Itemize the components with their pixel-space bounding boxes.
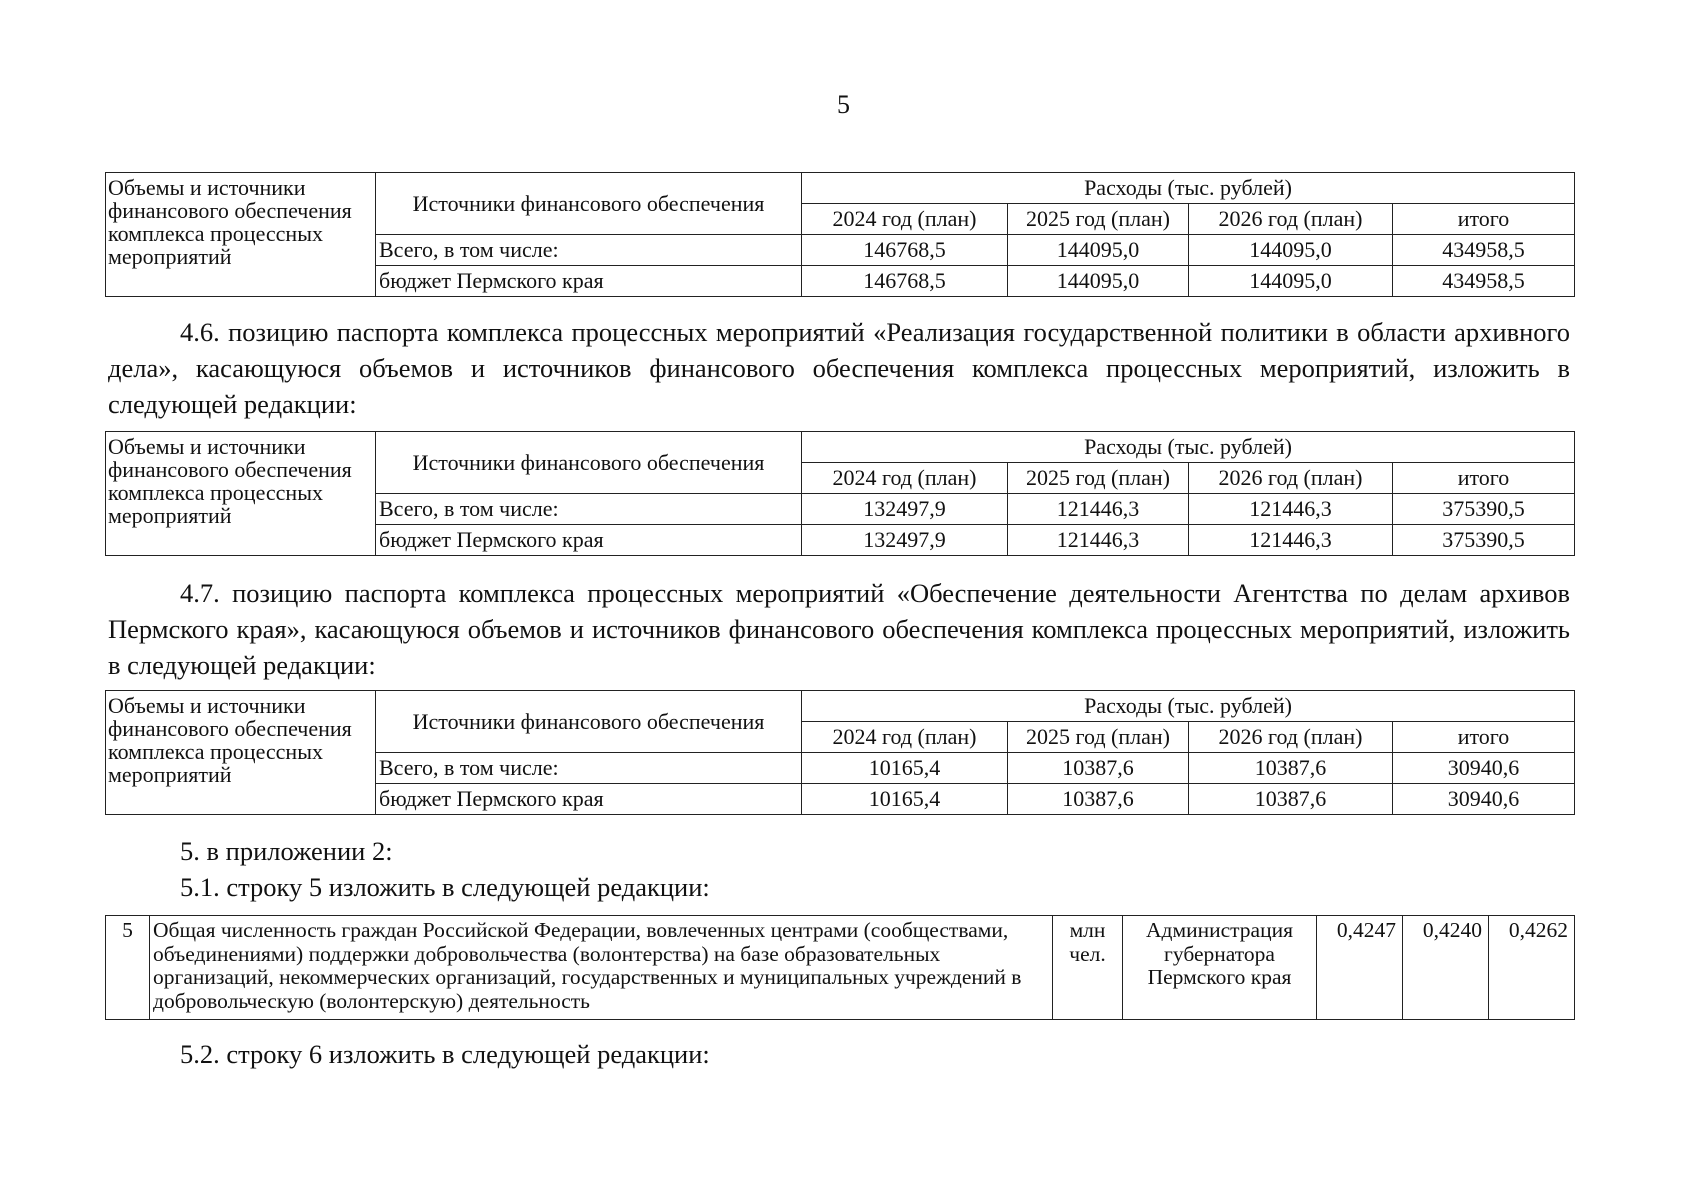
column-header: 2025 год (план) (1008, 463, 1189, 494)
cell-value: 132497,9 (802, 525, 1008, 556)
indicator-table (105, 915, 1575, 1020)
row-name: бюджет Пермского края (376, 525, 802, 556)
cell-value: 434958,5 (1393, 266, 1575, 297)
table-label: Объемы и источники финансового обеспечения комплекса процессных мероприятий (106, 173, 376, 297)
table-label: Объемы и источники финансового обеспечения комплекса процессных мероприятий (106, 432, 376, 556)
unit-of-measure: млн чел. (1053, 916, 1123, 1020)
sources-header: Источники финансового обеспечения (376, 691, 802, 753)
column-header: 2025 год (план) (1008, 204, 1189, 235)
cell-value: 10387,6 (1189, 753, 1393, 784)
cell-value: 121446,3 (1008, 525, 1189, 556)
column-header: 2025 год (план) (1008, 722, 1189, 753)
cell-value: 144095,0 (1189, 266, 1393, 297)
cell-value: 375390,5 (1393, 494, 1575, 525)
cell-value: 121446,3 (1008, 494, 1189, 525)
cell-value: 30940,6 (1393, 784, 1575, 815)
column-header: 2026 год (план) (1189, 204, 1393, 235)
expenses-header: Расходы (тыс. рублей) (802, 691, 1575, 722)
cell-value: 144095,0 (1008, 266, 1189, 297)
responsible-body: Администрация губернатора Пермского края (1123, 916, 1317, 1020)
cell-value: 121446,3 (1189, 494, 1393, 525)
cell-value: 146768,5 (802, 266, 1008, 297)
cell-value: 121446,3 (1189, 525, 1393, 556)
row-name: бюджет Пермского края (376, 784, 802, 815)
cell-value: 30940,6 (1393, 753, 1575, 784)
row-name: Всего, в том числе: (376, 753, 802, 784)
financing-table-2 (105, 431, 1575, 556)
paragraph-5-1: 5.1. строку 5 изложить в следующей редакции: (180, 872, 710, 902)
cell-value: 375390,5 (1393, 525, 1575, 556)
cell-value: 132497,9 (802, 494, 1008, 525)
column-header: итого (1393, 204, 1575, 235)
financing-table-3 (105, 690, 1575, 815)
cell-value: 434958,5 (1393, 235, 1575, 266)
cell-value: 146768,5 (802, 235, 1008, 266)
column-header: 2024 год (план) (802, 722, 1008, 753)
paragraph-4-7: 4.7. позицию паспорта комплекса процессных мероприятий «Обеспечение деятельности Агентства по делам архивов Пермского края», касающуюся объемов и источников финансового обеспечения комплекса процессных мероприятий, изложить в следующей редакции: (108, 578, 1570, 680)
financing-table-1 (105, 172, 1575, 297)
column-header: 2024 год (план) (802, 463, 1008, 494)
paragraph-5-2: 5.2. строку 6 изложить в следующей редакции: (180, 1039, 710, 1069)
page-number: 5 (837, 90, 850, 119)
indicator-value: 0,4240 (1403, 916, 1489, 1020)
cell-value: 10387,6 (1008, 784, 1189, 815)
column-header: 2026 год (план) (1189, 463, 1393, 494)
cell-value: 10387,6 (1008, 753, 1189, 784)
indicator-value: 0,4247 (1317, 916, 1403, 1020)
paragraph-5: 5. в приложении 2: (180, 836, 393, 866)
sources-header: Источники финансового обеспечения (376, 173, 802, 235)
indicator-value: 0,4262 (1489, 916, 1575, 1020)
column-header: итого (1393, 463, 1575, 494)
row-name: Всего, в том числе: (376, 494, 802, 525)
expenses-header: Расходы (тыс. рублей) (802, 432, 1575, 463)
row-name: бюджет Пермского края (376, 266, 802, 297)
cell-value: 10387,6 (1189, 784, 1393, 815)
sources-header: Источники финансового обеспечения (376, 432, 802, 494)
column-header: итого (1393, 722, 1575, 753)
cell-value: 144095,0 (1008, 235, 1189, 266)
cell-value: 10165,4 (802, 753, 1008, 784)
indicator-description: Общая численность граждан Российской Федерации, вовлеченных центрами (сообществами, объединениями) поддержки добровольчества (волонтерства) на базе образовательных организаций, некоммерческих организаций, государственных и муниципальных учреждений в добровольческую (волонтерскую) деятельность (150, 916, 1053, 1020)
column-header: 2026 год (план) (1189, 722, 1393, 753)
cell-value: 10165,4 (802, 784, 1008, 815)
row-number: 5 (106, 916, 150, 1020)
table-label: Объемы и источники финансового обеспечения комплекса процессных мероприятий (106, 691, 376, 815)
row-name: Всего, в том числе: (376, 235, 802, 266)
column-header: 2024 год (план) (802, 204, 1008, 235)
expenses-header: Расходы (тыс. рублей) (802, 173, 1575, 204)
paragraph-4-6: 4.6. позицию паспорта комплекса процессных мероприятий «Реализация государственной политики в области архивного дела», касающуюся объемов и источников финансового обеспечения комплекса процессных мероприятий, изложить в следующей редакции: (108, 317, 1570, 419)
cell-value: 144095,0 (1189, 235, 1393, 266)
table-row (106, 916, 1575, 1020)
